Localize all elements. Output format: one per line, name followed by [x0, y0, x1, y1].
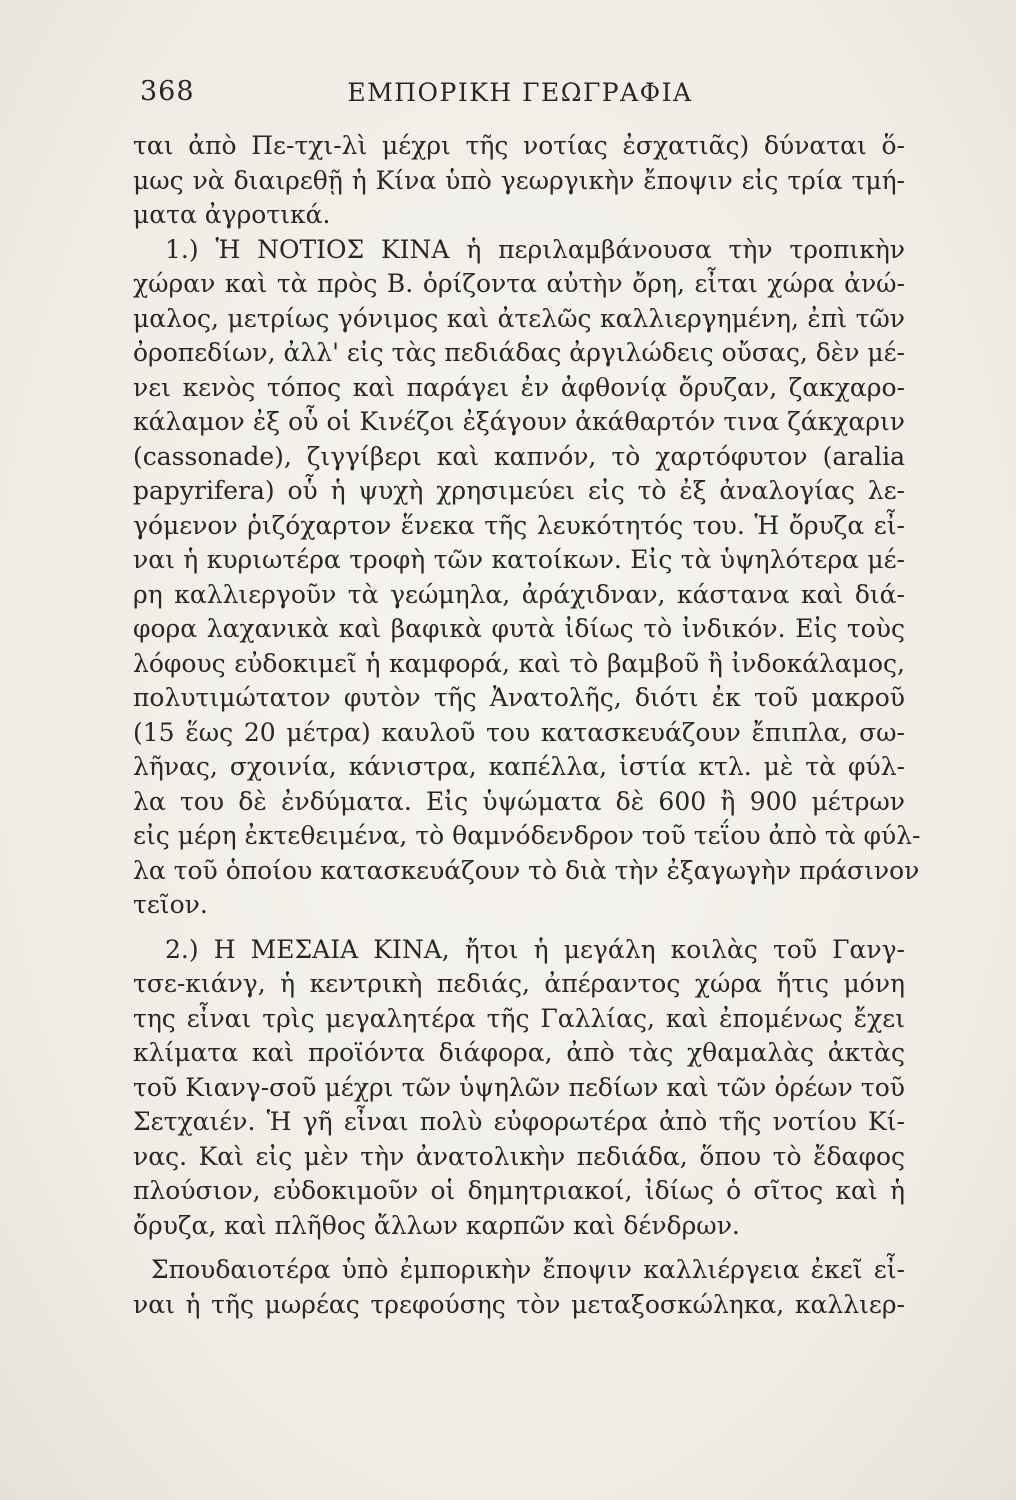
- text-line: χώραν καὶ τὰ πρὸς Β. ὁρίζοντα αὐτὴν ὄρη, εἶται χώρα ἀνώ-: [133, 269, 905, 298]
- section-heading-middle-china: 2.) Η ΜΕΣΑΙΑ ΚΙΝΑ, ἤτοι ἡ μεγάλη κοιλὰς τοῦ Γανγ-: [165, 934, 905, 964]
- page-number: 368: [140, 76, 195, 107]
- text-line: λα τοῦ ὁποίου κατασκευάζουν τὸ διὰ τὴν ἐξαγωγὴν πράσινον: [133, 855, 920, 885]
- text-line: ναι ἡ τῆς μωρέας τρεφούσης τὸν μεταξοσκώληκα, καλλιερ-: [133, 1289, 905, 1319]
- text-line: λόφους εὐδοκιμεῖ ἡ καμφορά, καὶ τὸ βαμβοῦ ἢ ἰνδοκάλαμος,: [133, 648, 905, 678]
- text-line: ρη καλλιεργοῦν τὰ γεώμηλα, ἀράχιδναν, κάστανα καὶ διά-: [133, 579, 905, 609]
- running-title: ΕΜΠΟΡΙΚΗ ΓΕΩΓΡΑΦΙΑ: [347, 78, 693, 107]
- text-line: τοῦ Κιανγ-σοῦ μέχρι τῶν ὑψηλῶν πεδίων καὶ τῶν ὀρέων τοῦ: [133, 1072, 905, 1102]
- text-line: πλούσιον, εὐδοκιμοῦν οἱ δημητριακοί, ἰδίως ὁ σῖτος καὶ ἡ: [133, 1176, 905, 1205]
- section-heading-south-china: 1.) Ἡ ΝΟΤΙΟΣ ΚΙΝΑ ἡ περιλαμβάνουσα τὴν τροπικὴν: [165, 234, 905, 264]
- text-line: τσε-κιάνγ, ἡ κεντρικὴ πεδιάς, ἀπέραντος χώρα ἥτις μόνη: [133, 969, 905, 998]
- text-line: μως νὰ διαιρεθῇ ἡ Κίνα ὑπὸ γεωργικὴν ἔποψιν εἰς τρία τμή-: [133, 165, 905, 195]
- text-line: ται ἀπὸ Πε-τχι-λὶ μέχρι τῆς νοτίας ἐσχατιᾶς) δύναται ὅ-: [133, 131, 905, 160]
- text-line: ναι ἡ κυριωτέρα τροφὴ τῶν κατοίκων. Εἰς τὰ ὑψηλότερα μέ-: [133, 545, 905, 574]
- running-head: [130, 72, 910, 112]
- text-line: κάλαμον ἐξ οὗ οἱ Κινέζοι ἐξάγουν ἀκάθαρτόν τινα ζάκχαριν: [133, 407, 905, 436]
- text-line: λα του δὲ ἐνδύματα. Εἰς ὑψώματα δὲ 600 ἢ 900 μέτρων: [133, 786, 905, 816]
- text-line: Σπουδαιοτέρα ὑπὸ ἐμπορικὴν ἔποψιν καλλιέργεια ἐκεῖ εἶ-: [151, 1255, 905, 1284]
- text-line: ὄρυζα, καὶ πλῆθος ἄλλων καρπῶν καὶ δένδρων.: [133, 1210, 740, 1240]
- text-line: εἰς μέρη ἐκτεθειμένα, τὸ θαμνόδενδρον τοῦ τεΐου ἀπὸ τὰ φύλ-: [133, 821, 921, 850]
- body-text: [133, 129, 921, 1322]
- text-line: ματα ἀγροτικά.: [133, 200, 331, 229]
- text-line: φορα λαχανικὰ καὶ βαφικὰ φυτὰ ἰδίως τὸ ἰνδικόν. Εἰς τοὺς: [133, 614, 905, 643]
- text-line: λῆνας, σχοινία, κάνιστρα, καπέλλα, ἱστία κτλ. μὲ τὰ φύλ-: [133, 752, 905, 781]
- text-line: κλίματα καὶ προϊόντα διάφορα, ἀπὸ τὰς χθαμαλὰς ἀκτὰς: [133, 1038, 905, 1067]
- text-line: πολυτιμώτατον φυτὸν τῆς Ἀνατολῆς, διότι ἐκ τοῦ μακροῦ: [133, 683, 905, 712]
- text-line: γόμενον ῥιζόχαρτον ἕνεκα τῆς λευκότητός του. Ἡ ὄρυζα εἶ-: [133, 510, 905, 540]
- text-line: της εἶναι τρὶς μεγαλητέρα τῆς Γαλλίας, καὶ ἐπομένως ἔχει: [133, 1003, 905, 1033]
- text-line: Σετχαιέν. Ἡ γῆ εἶναι πολὺ εὐφορωτέρα ἀπὸ τῆς νοτίου Κί-: [133, 1107, 905, 1136]
- text-line: νει κενὸς τόπος καὶ παράγει ἐν ἀφθονίᾳ ὄρυζαν, ζακχαρο-: [133, 372, 905, 402]
- text-line: papyrifera) οὗ ἡ ψυχὴ χρησιμεύει εἰς τὸ ἐξ ἀναλογίας λε-: [133, 476, 905, 505]
- text-line: ὀροπεδίων, ἀλλ' εἰς τὰς πεδιάδας ἀργιλώδεις οὔσας, δὲν μέ-: [133, 338, 905, 367]
- text-line: (cassonade), ζιγγίβερι καὶ καπνόν, τὸ χαρτόφυτον (aralia: [133, 441, 905, 471]
- text-line: τεῖον.: [133, 890, 208, 919]
- text-line: νας. Καὶ εἰς μὲν τὴν ἀνατολικὴν πεδιάδα, ὅπου τὸ ἔδαφος: [133, 1141, 905, 1171]
- text-line: μαλος, μετρίως γόνιμος καὶ ἀτελῶς καλλιεργημένη, ἐπὶ τῶν: [133, 303, 905, 333]
- text-line: (15 ἕως 20 μέτρα) καυλοῦ του κατασκευάζουν ἔπιπλα, σω-: [133, 717, 905, 747]
